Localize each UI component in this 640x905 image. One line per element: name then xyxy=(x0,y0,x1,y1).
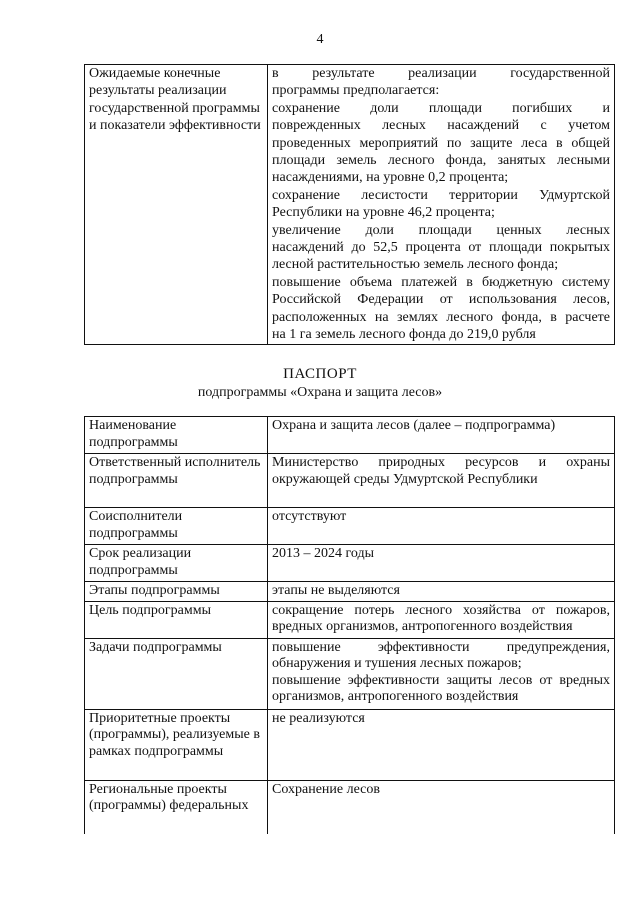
row-value: Сохранение лесов xyxy=(268,780,615,834)
text-line: сохранение доли площади погибших и xyxy=(272,100,610,116)
row-label: Срок реализации подпрограммы xyxy=(85,545,268,582)
row-value: не реализуются xyxy=(268,709,615,780)
passport-table xyxy=(84,416,615,834)
text-line: на 1 га земель лесного фонда до 219,0 рубля xyxy=(272,327,536,343)
text-line: сохранение лесистости территории Удмуртской xyxy=(272,187,610,203)
table-row xyxy=(85,417,615,454)
table-row xyxy=(85,638,615,709)
page-number: 4 xyxy=(316,32,324,47)
table-row xyxy=(85,545,615,582)
row-value xyxy=(268,454,615,508)
text-line: программы предполагается: xyxy=(272,83,440,99)
row-value: отсутствуют xyxy=(268,508,615,545)
row-value-text: повышение эффективности предупреждения, обнаружения и тушения лесных пожаров; xyxy=(272,639,610,671)
text-line: площади земель лесного фонда, занятых лесными xyxy=(272,153,610,169)
row-label: Ответственный исполнитель подпрограммы xyxy=(85,454,268,508)
expected-results-label: Ожидаемые конечные результаты реализации государственной программы и показатели эффективности xyxy=(85,65,268,345)
row-label: Соисполнители подпрограммы xyxy=(85,508,268,545)
row-label: Приоритетные проекты (программы), реализуемые в рамках подпрограммы xyxy=(85,709,268,780)
row-value xyxy=(268,601,615,638)
text-line: в результате реализации государственной xyxy=(272,66,610,81)
row-label: Этапы подпрограммы xyxy=(85,582,268,602)
table-row xyxy=(85,709,615,780)
row-value: 2013 – 2024 годы xyxy=(268,545,615,582)
row-value: этапы не выделяются xyxy=(268,582,615,602)
table-row xyxy=(85,454,615,508)
table-row xyxy=(85,508,615,545)
row-label: Региональные проекты (программы) федеральных xyxy=(85,780,268,834)
text-line: проведенных мероприятий по защите леса в общей xyxy=(272,135,610,151)
row-label: Цель подпрограммы xyxy=(85,601,268,638)
table-row xyxy=(85,582,615,602)
row-value-text: сокращение потерь лесного хозяйства от пожаров, вредных организмов, антропогенного воздействия xyxy=(272,602,610,634)
expected-results-text xyxy=(268,65,615,345)
text-line: увеличение доли площади ценных лесных xyxy=(272,222,610,238)
passport-title: ПАСПОРТ xyxy=(283,366,357,382)
row-value-text: Министерство природных ресурсов и охраны окружающей среды Удмуртской Республики xyxy=(272,455,610,487)
row-value-text: повышение эффективности защиты лесов от вредных организмов, антропогенного воздействия xyxy=(272,672,610,704)
text-line: повышение объема платежей в бюджетную систему xyxy=(272,274,610,290)
text-line: Российской Федерации от использования лесов, xyxy=(272,292,610,308)
row-value: Охрана и защита лесов (далее – подпрограмма) xyxy=(268,417,615,454)
passport-subtitle: подпрограммы «Охрана и защита лесов» xyxy=(197,385,443,400)
text-line: лесной растительностью земель лесного фонда; xyxy=(272,257,559,273)
table-row xyxy=(85,601,615,638)
text-line: насаждений до 52,5 процента от площади покрытых xyxy=(272,240,610,256)
text-line: насаждениями, на уровне 0,2 процента; xyxy=(272,170,509,186)
text-line: Республики на уровне 46,2 процента; xyxy=(272,205,495,221)
row-label: Наименование подпрограммы xyxy=(85,417,268,454)
text-line: поврежденных лесных насаждений с учетом xyxy=(272,118,610,134)
row-value xyxy=(268,638,615,709)
expected-results-table xyxy=(84,64,615,345)
text-line: расположенных на землях лесного фонда, в расчете xyxy=(272,309,610,325)
table-row xyxy=(85,780,615,834)
table-row xyxy=(85,65,615,345)
row-label: Задачи подпрограммы xyxy=(85,638,268,709)
